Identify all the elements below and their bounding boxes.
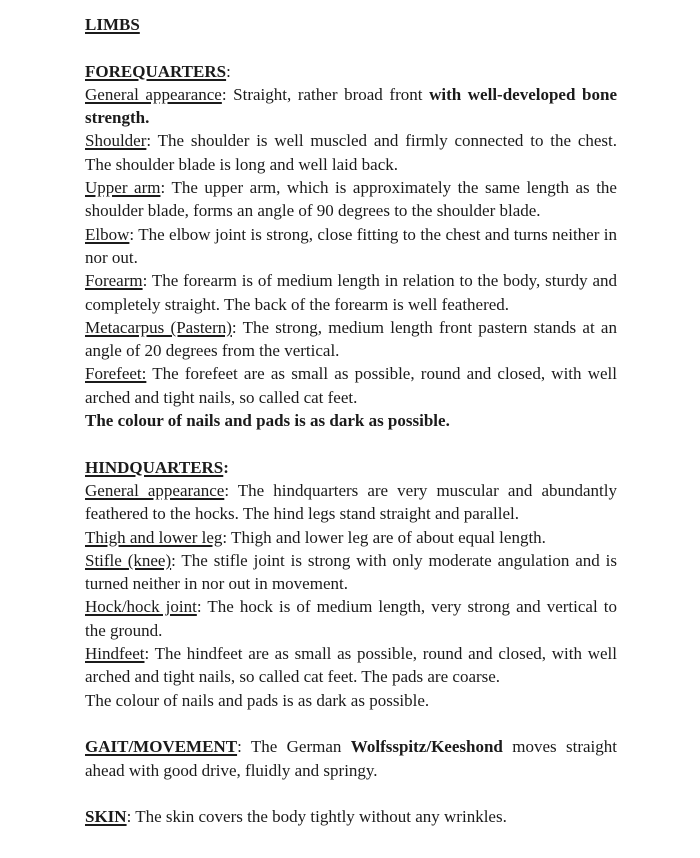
paragraph-metacarpus-pastern <box>85 316 617 363</box>
term: Hindfeet <box>85 644 145 664</box>
text-run: : The hindquarters are very muscular and abundantly feathered to the hocks. The hind legs stand straight and parallel. <box>85 480 617 524</box>
section-forequarters <box>85 60 617 433</box>
paragraph-forearm <box>85 269 617 316</box>
section-heading: FOREQUARTERS <box>85 61 227 81</box>
section-skin <box>85 805 617 828</box>
section-heading: HINDQUARTERS <box>85 457 224 477</box>
term: General appearance <box>85 84 222 104</box>
term: Thigh and lower leg <box>85 527 223 547</box>
section-heading: GAIT/MOVEMENT <box>85 737 238 757</box>
paragraph-shoulder <box>85 129 617 176</box>
text-run: : Straight, rather broad front <box>221 84 430 104</box>
paragraph-forequarters-heading <box>85 60 617 83</box>
term: Forefeet: <box>85 364 147 384</box>
section-limbs-title <box>85 13 617 36</box>
paragraph-elbow <box>85 223 617 270</box>
paragraph-limbs-heading <box>85 13 617 36</box>
text-run: : The hindfeet are as small as possible, round and closed, with well arched and tight nails, so called cat feet. The pads are coarse. <box>85 644 617 687</box>
paragraph-nails-pads-colour <box>85 689 617 712</box>
term: Upper arm <box>85 178 161 198</box>
term: General appearance <box>85 480 225 500</box>
paragraph-general-appearance <box>85 479 617 526</box>
text-run: : The strong, medium length front pastern stands at an angle of 20 degrees from the vertical. <box>85 317 617 361</box>
text-run: moves straight ahead with good drive, fluidly and springy. <box>85 737 617 780</box>
text-run: : The skin covers the body tightly without any wrinkles. <box>126 807 507 827</box>
text-run: The forefeet are as small as possible, round and closed, with well arched and tight nails, so called cat feet. <box>85 364 617 407</box>
term: Hock/hock joint <box>85 597 197 617</box>
paragraph-general-appearance <box>85 83 617 130</box>
paragraph-skin <box>85 805 617 828</box>
term: Stifle (knee) <box>85 550 172 570</box>
paragraph-forefeet <box>85 362 617 409</box>
text-run: : The German <box>237 737 351 757</box>
text-run: : The elbow joint is strong, close fitting to the chest and turns neither in nor out. <box>85 224 617 267</box>
term: Metacarpus (Pastern) <box>85 317 232 337</box>
text-run: : The stifle joint is strong with only moderate angulation and is turned neither in nor out in movement. <box>85 550 617 594</box>
paragraph-thigh-and-lower-leg <box>85 526 617 549</box>
section-gait-movement <box>85 735 617 782</box>
term: Elbow <box>85 224 130 244</box>
text-run: with well-developed bone strength. <box>85 84 617 128</box>
paragraph-nails-pads-colour-bold <box>85 409 617 432</box>
document-body <box>85 13 617 828</box>
text-run: : The hock is of medium length, very strong and vertical to the ground. <box>85 597 617 640</box>
text-run: Wolfsspitz/Keeshond <box>350 737 503 757</box>
text-run: : The forearm is of medium length in relation to the body, sturdy and completely straight. The back of the forearm is well feathered. <box>85 271 617 314</box>
text-run: The colour of nails and pads is as dark as possible. <box>85 411 450 431</box>
section-heading: LIMBS <box>85 15 140 34</box>
paragraph-hock-joint <box>85 595 617 642</box>
paragraph-upper-arm <box>85 176 617 223</box>
text-run: : The shoulder is well muscled and firmly connected to the chest. The shoulder blade is long and well laid back. <box>85 131 617 174</box>
paragraph-hindfeet <box>85 642 617 689</box>
term: Shoulder <box>85 131 147 151</box>
term: Forearm <box>85 271 143 291</box>
section-heading: SKIN <box>85 807 127 827</box>
heading-colon: : <box>226 61 231 81</box>
paragraph-hindquarters-heading <box>85 456 617 479</box>
text-run: : The upper arm, which is approximately the same length as the shoulder blade, forms an angle of 90 degrees to the shoulder blade. <box>85 178 617 221</box>
paragraph-stifle-knee <box>85 549 617 596</box>
text-run: : Thigh and lower leg are of about equal length. <box>222 527 546 547</box>
paragraph-gait-movement <box>85 735 617 782</box>
text-run: The colour of nails and pads is as dark as possible. <box>85 690 430 710</box>
heading-colon: : <box>223 457 229 477</box>
section-hindquarters <box>85 456 617 712</box>
